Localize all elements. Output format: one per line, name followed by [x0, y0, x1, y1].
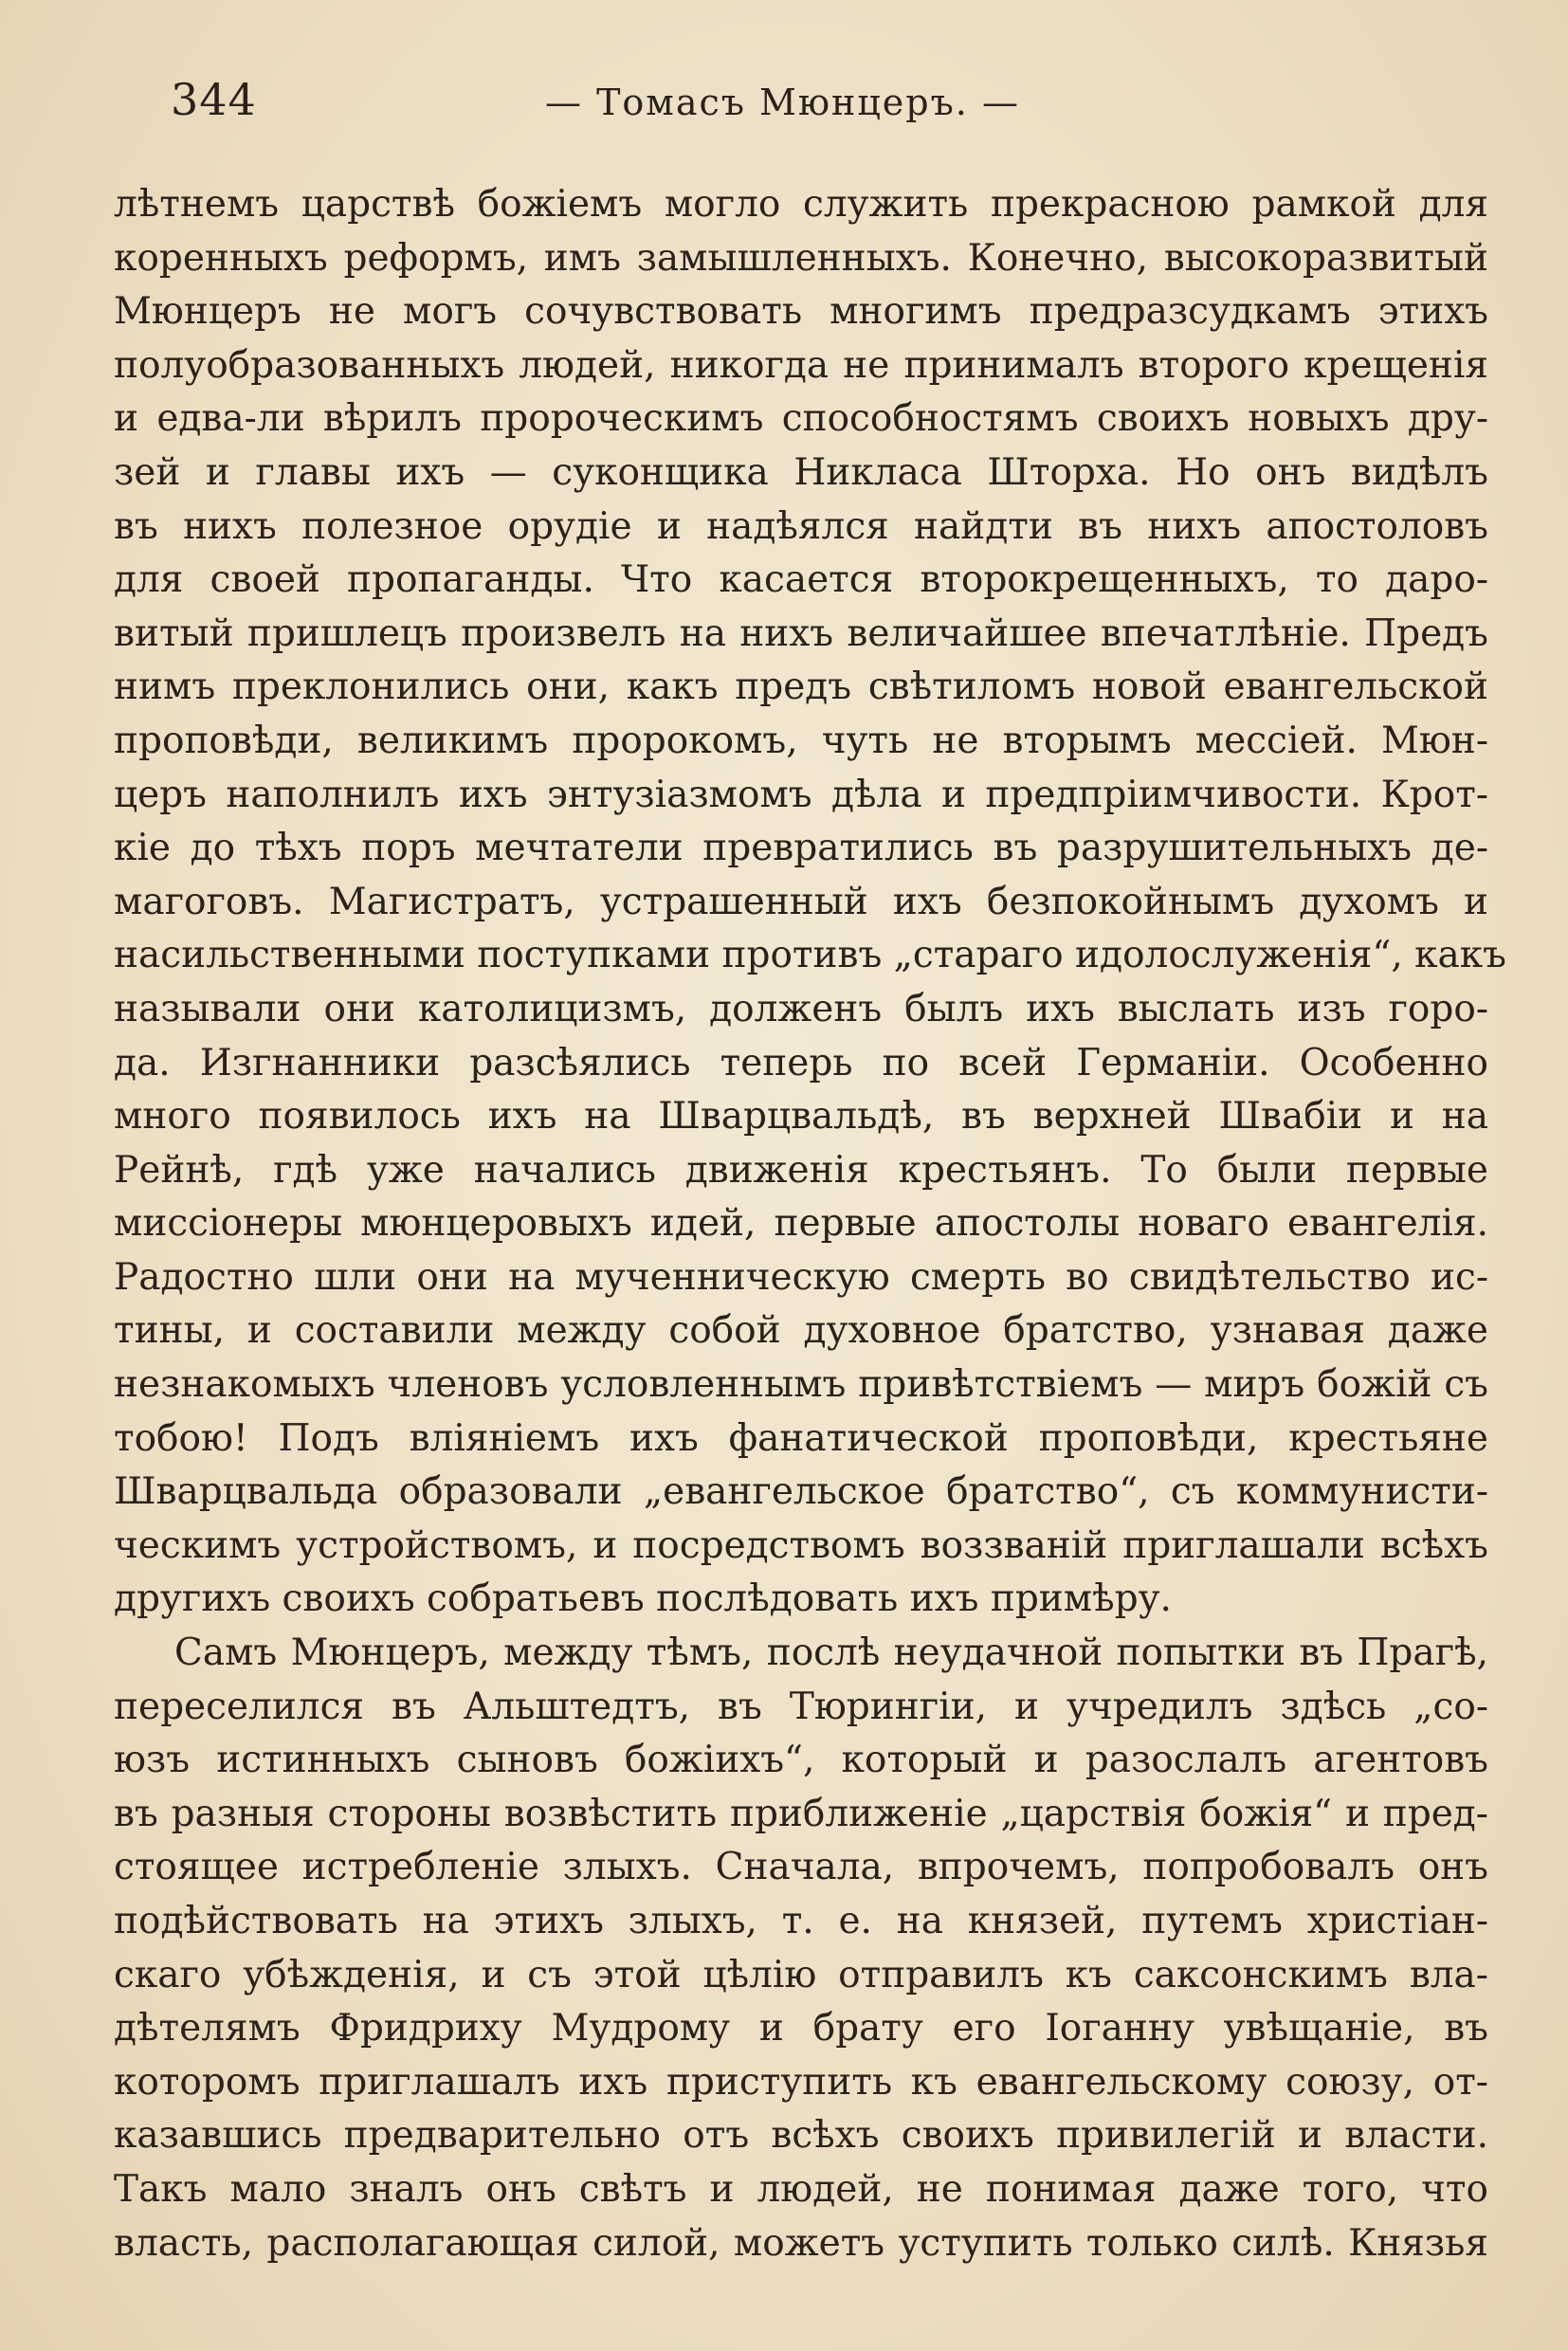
- text-line: стоящее истребленіе злыхъ. Сначала, впрочемъ, попробовалъ онъ: [114, 1846, 1488, 1889]
- text-line: зей и главы ихъ — суконщика Никласа Шторха. Но онъ видѣлъ: [114, 450, 1488, 494]
- running-title: — Томасъ Мюнцеръ. —: [545, 82, 1020, 123]
- text-line: незнакомыхъ членовъ условленнымъ привѣтствіемъ — миръ божій съ: [114, 1363, 1488, 1407]
- text-line: полуобразованныхъ людей, никогда не принималъ второго крещенія: [114, 343, 1488, 387]
- text-line: тобою! Подъ вліяніемъ ихъ фанатической проповѣди, крестьяне: [114, 1416, 1488, 1460]
- text-line: много появилось ихъ на Шварцвальдѣ, въ верхней Швабіи и на: [114, 1095, 1488, 1139]
- text-line: тины, и составили между собой духовное братство, узнавая даже: [114, 1309, 1488, 1353]
- text-line: насильственными поступками противъ „стараго идолослуженія“, какъ: [114, 934, 1506, 977]
- text-line: въ нихъ полезное орудіе и надѣялся найдти въ нихъ апостоловъ: [114, 504, 1488, 548]
- text-line: проповѣди, великимъ пророкомъ, чуть не вторымъ мессіей. Мюн-: [114, 719, 1488, 762]
- text-line: скаго убѣжденія, и съ этой цѣлію отправилъ къ саксонскимъ вла-: [114, 1953, 1488, 1996]
- text-line: кіе до тѣхъ поръ мечтатели превратились въ разрушительныхъ де-: [114, 827, 1488, 870]
- text-line: Рейнѣ, гдѣ уже начались движенія крестьянъ. То были первые: [114, 1148, 1488, 1192]
- text-line: ческимъ устройствомъ, и посредствомъ воззваній приглашали всѣхъ: [114, 1523, 1488, 1567]
- text-line: казавшись предварительно отъ всѣхъ своихъ привилегій и власти.: [114, 2114, 1488, 2158]
- text-line: да. Изгнанники разсѣялись теперь по всей Германіи. Особенно: [114, 1041, 1488, 1084]
- text-line: магоговъ. Магистратъ, устрашенный ихъ безпокойнымъ духомъ и: [114, 880, 1488, 923]
- text-line: называли они католицизмъ, долженъ былъ ихъ выслать изъ горо-: [114, 987, 1488, 1030]
- text-line: другихъ своихъ собратьевъ послѣдовать ихъ примѣру.: [114, 1577, 1172, 1621]
- paragraph-2: [114, 1627, 1488, 2270]
- text-line: которомъ приглашалъ ихъ приступить къ евангельскому союзу, от-: [114, 2060, 1488, 2104]
- text-line: дѣтелямъ Фридриху Мудрому и брату его Іоганну увѣщаніе, въ: [114, 2007, 1488, 2050]
- page-number: 344: [171, 74, 257, 125]
- text-line: Самъ Мюнцеръ, между тѣмъ, послѣ неудачной попытки въ Прагѣ,: [174, 1631, 1488, 1675]
- text-line: коренныхъ реформъ, имъ замышленныхъ. Конечно, высокоразвитый: [114, 236, 1488, 280]
- text-line: Мюнцеръ не могъ сочувствовать многимъ предразсудкамъ этихъ: [114, 290, 1488, 334]
- text-line: переселился въ Альштедтъ, въ Тюрингіи, и учредилъ здѣсь „со-: [114, 1685, 1488, 1728]
- text-line: юзъ истинныхъ сыновъ божіихъ“, который и разослалъ агентовъ: [114, 1739, 1488, 1782]
- text-line: Такъ мало зналъ онъ свѣтъ и людей, не понимая даже того, что: [114, 2167, 1488, 2211]
- text-line: миссіонеры мюнцеровыхъ идей, первые апостолы новаго евангелія.: [114, 1202, 1488, 1246]
- text-line: Шварцвальда образовали „евангельское братство“, съ коммунисти-: [114, 1470, 1488, 1514]
- page-header: [171, 74, 1498, 140]
- text-line: власть, располагающая силой, можетъ уступить только силѣ. Князья: [114, 2221, 1488, 2265]
- text-line: Радостно шли они на мученническую смерть во свидѣтельство ис-: [114, 1255, 1488, 1299]
- text-line: и едва-ли вѣрилъ пророческимъ способностямъ своихъ новыхъ дру-: [114, 397, 1488, 441]
- text-line: витый пришлецъ произвелъ на нихъ величайшее впечатлѣніе. Предъ: [114, 611, 1488, 655]
- text-line: для своей пропаганды. Что касается второкрещенныхъ, то даро-: [114, 558, 1488, 602]
- text-line: церъ наполнилъ ихъ энтузіазмомъ дѣла и предпріимчивости. Крот-: [114, 773, 1488, 816]
- body-text: [114, 178, 1506, 2270]
- text-line: нимъ преклонились они, какъ предъ свѣтиломъ новой евангельской: [114, 665, 1488, 709]
- text-line: въ разныя стороны возвѣстить приближеніе „царствія божія“ и пред-: [114, 1792, 1488, 1835]
- paragraph-1: [114, 178, 1506, 1627]
- text-line: подѣйствовать на этихъ злыхъ, т. е. на князей, путемъ христіан-: [114, 1900, 1488, 1942]
- text-line: лѣтнемъ царствѣ божіемъ могло служить прекрасною рамкой для: [114, 183, 1488, 226]
